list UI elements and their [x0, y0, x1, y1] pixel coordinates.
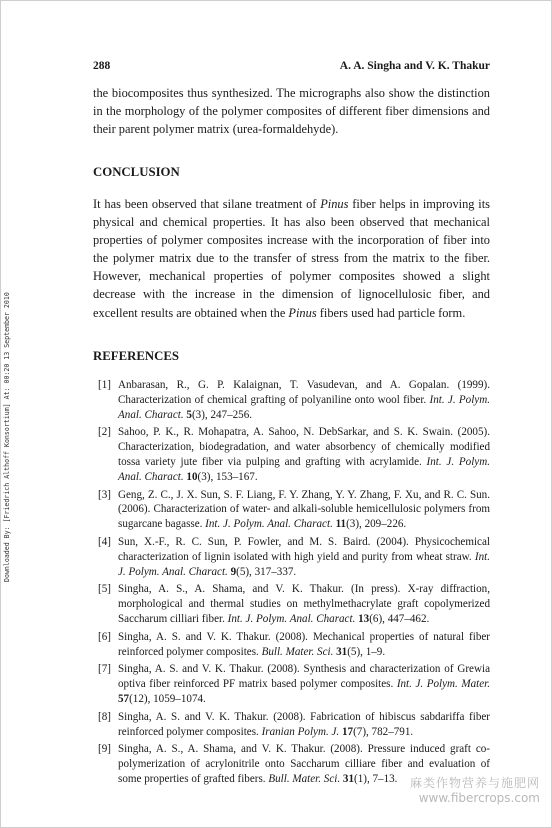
reference-journal: Int. J. Polym. Anal. Charact.	[227, 612, 356, 625]
reference-label: [7]	[98, 663, 111, 676]
reference-label: [8]	[98, 710, 111, 723]
reference-volume: 31	[340, 772, 355, 785]
page-number: 288	[93, 60, 111, 72]
reference-pages: (1), 7–13.	[354, 772, 398, 785]
reference-item	[93, 662, 490, 706]
reference-volume: 11	[332, 518, 347, 531]
reference-text: Anbarasan, R., G. P. Kalaignan, T. Vasudevan, and A. Gopalan. (1999). Characterization of chemical grafting of polyaniline onto wool fiber.	[118, 379, 490, 406]
site-watermark	[410, 774, 540, 805]
reference-volume: 9	[227, 565, 237, 578]
species-name: Pinus	[320, 197, 349, 211]
conclusion-text-1: It has been observed that silane treatment of	[93, 197, 321, 211]
reference-pages: (3), 153–167.	[197, 470, 258, 483]
reference-text: Singha, A. S., A. Shama, and V. K. Thakur. (In press). X-ray diffraction, morphological and thermal studies on methylmethacrylate graft copolymerized Saccharum cilliari fiber.	[118, 583, 490, 625]
download-stamp: Downloaded By: [Friedrich Althoff Konsortium] At: 00:20 13 September 2010	[3, 292, 11, 582]
reference-label: [2]	[98, 426, 111, 439]
reference-volume: 5	[183, 408, 192, 421]
reference-text: Singha, A. S. and V. K. Thakur. (2008). Mechanical properties of natural fiber reinforced polymer composites.	[118, 630, 490, 658]
reference-journal: Int. J. Polym. Anal. Charact.	[118, 393, 490, 421]
reference-text: Sun, X.-F., R. C. Sun, P. Fowler, and M. S. Baird. (2004). Physicochemical characterization of lignin isolated with high yield and purity from wheat straw.	[118, 535, 490, 563]
reference-item	[93, 630, 490, 660]
reference-journal: Int. J. Polym. Anal. Charact.	[118, 455, 490, 483]
reference-volume: 57	[118, 692, 130, 705]
reference-journal: Bull. Mater. Sci.	[261, 645, 334, 658]
reference-text: Geng, Z. C., J. X. Sun, S. F. Liang, F. Y. Zhang, Y. Y. Zhang, F. Xu, and R. C. Sun. (2006). Characterization of water- and alkali-soluble hemicellulosic polymers from sugarcane bagasse.	[118, 488, 490, 531]
species-name: Pinus	[288, 305, 317, 320]
reference-journal: Int. J. Polym. Mater.	[396, 678, 491, 691]
reference-volume: 31	[333, 645, 348, 658]
reference-pages: (5), 317–337.	[236, 565, 297, 578]
reference-list	[93, 378, 490, 790]
reference-journal: Int. J. Polym. Anal. Charact.	[118, 550, 490, 578]
running-header-authors: A. A. Singha and V. K. Thakur	[339, 60, 490, 72]
reference-label: [9]	[98, 743, 111, 756]
reference-label: [5]	[98, 583, 111, 596]
reference-text: Singha, A. S. and V. K. Thakur. (2008). Synthesis and characterization of Grewia optiva fiber reinforced PF matrix based polymer composites.	[118, 663, 490, 691]
reference-pages: (7), 782–791.	[353, 725, 414, 738]
reference-pages: (3), 209–226.	[346, 518, 407, 531]
reference-item	[93, 710, 490, 740]
reference-pages: (12), 1059–1074.	[129, 692, 206, 705]
reference-volume: 17	[339, 725, 354, 738]
reference-journal: Bull. Mater. Sci.	[268, 772, 341, 785]
reference-journal: Iranian Polym. J.	[261, 725, 340, 738]
reference-label: [3]	[98, 488, 111, 501]
reference-text: Singha, A. S., A. Shama, and V. K. Thakur. (2008). Pressure induced graft co-polymerization of acrylonitrile onto Saccharum cilliare fiber and evaluation of some properties of grafted fibers.	[118, 743, 490, 785]
reference-journal: Int. J. Polym. Anal. Charact.	[205, 518, 333, 531]
reference-label: [6]	[98, 630, 111, 643]
reference-text: Sahoo, P. K., R. Mohapatra, A. Sahoo, N. DebSarkar, and S. K. Swain. (2005). Characterization, biodegradation, and water absorbency of chemically modified tossa variety jute fiber via pulping and grafting with acrylamide.	[118, 426, 490, 468]
reference-item	[93, 378, 490, 422]
reference-volume: 10	[183, 470, 198, 483]
conclusion-heading: CONCLUSION	[93, 165, 180, 179]
reference-item	[93, 425, 490, 484]
conclusion-text-3: fibers used had particle form.	[316, 305, 466, 320]
reference-item	[93, 582, 490, 626]
watermark-title: 麻类作物营养与施肥网	[409, 776, 540, 790]
reference-item	[93, 488, 490, 532]
reference-item	[93, 535, 490, 579]
intro-paragraph: the biocomposites thus synthesized. The micrographs also show the distinction in the morphology of the polymer composites of different fiber dimensions and their parent polymer matrix (urea-formaldehyde).	[93, 86, 490, 137]
reference-pages: (5), 1–9.	[347, 645, 386, 658]
reference-volume: 13	[355, 612, 370, 625]
running-header	[93, 60, 490, 76]
reference-pages: (3), 247–256.	[191, 408, 253, 421]
references-heading: REFERENCES	[93, 349, 180, 363]
reference-text: Singha, A. S. and V. K. Thakur. (2008). Fabrication of hibiscus sabdariffa fiber reinforced polymer composites.	[118, 710, 490, 738]
reference-label: [4]	[98, 535, 111, 548]
reference-label: [1]	[98, 379, 111, 391]
conclusion-text-2: fiber helps in improving its physical and chemical properties. It has also been observed that mechanical properties of polymer composites increase with the incorporation of fiber into the polymer matrix due to the transfer of stress from the matrix to the fiber. However, mechanical properties of polymer composites showed a slight decrease with the increase in the dimension of lignocellulosic fiber, and excellent results are obtained when the	[93, 197, 490, 320]
reference-pages: (6), 447–462.	[369, 612, 430, 625]
conclusion-paragraph	[93, 195, 490, 322]
watermark-url: www.fibercrops.com	[418, 791, 540, 805]
